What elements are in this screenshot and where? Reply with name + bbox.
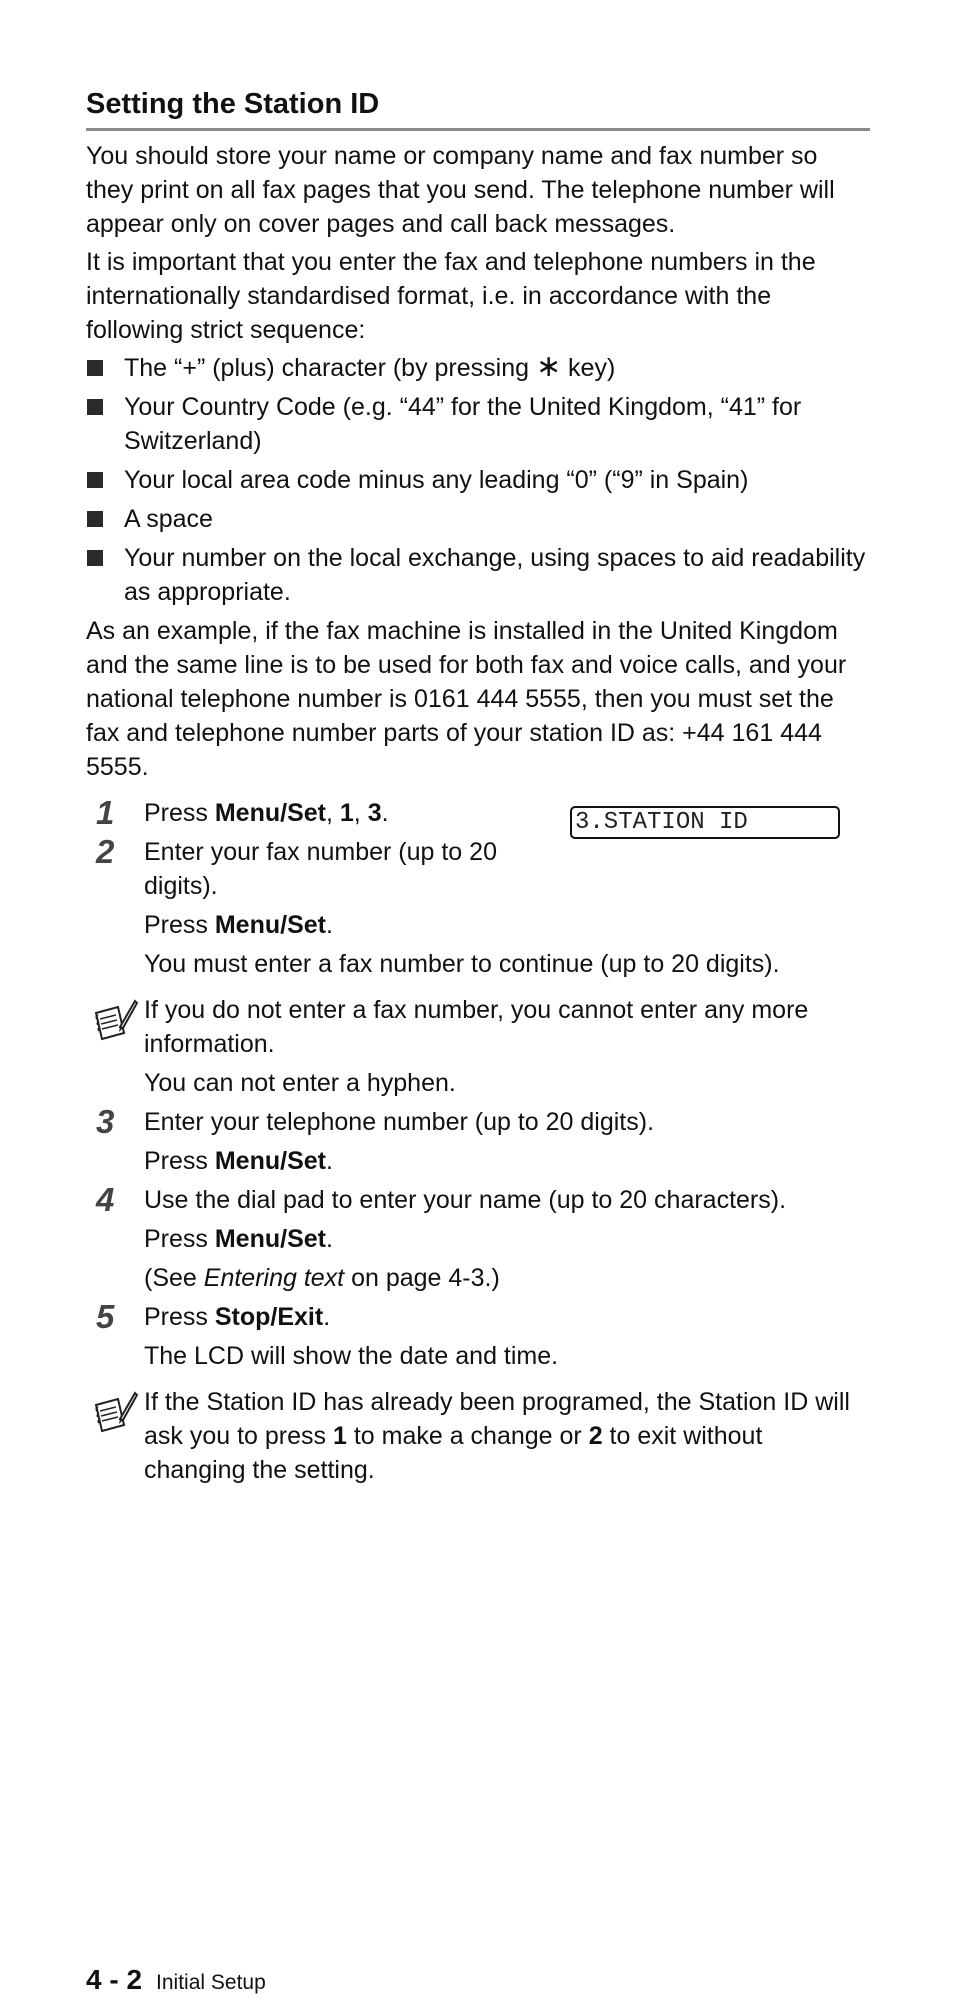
key-name: 1 — [332, 1422, 347, 1450]
list-item — [86, 541, 870, 609]
step-line: Enter your telephone number (up to 20 digits). — [144, 1108, 655, 1136]
page-number: 4 - 2 — [86, 1964, 143, 1995]
list-item — [86, 390, 870, 458]
step-line — [144, 1222, 870, 1256]
step-line: Use the dial pad to enter your name (up to 20 characters). — [144, 1186, 787, 1214]
key-name: Menu/Set — [214, 1225, 326, 1253]
step-text: . — [325, 1147, 333, 1175]
note-line: You can not enter a hyphen. — [144, 1069, 456, 1097]
step-number: 4 — [96, 1181, 115, 1218]
list-item — [86, 502, 870, 536]
step-text: (See — [144, 1264, 204, 1292]
key-name: Menu/Set — [214, 799, 326, 827]
key-name: 1 — [339, 799, 354, 827]
chapter-name: Initial Setup — [156, 1971, 266, 1994]
step-number: 3 — [96, 1103, 115, 1140]
lcd-display: 3.STATION ID — [570, 806, 840, 839]
note-pad-pencil-icon — [90, 997, 138, 1045]
bullet-text-post: key) — [561, 354, 616, 382]
step-text: . — [325, 1225, 333, 1253]
bullet-text: Your number on the local exchange, using spaces to aid readability as appropriate. — [124, 544, 866, 606]
bullet-text: A space — [124, 505, 213, 533]
step-line: The LCD will show the date and time. — [144, 1342, 559, 1370]
step-text: , — [325, 799, 340, 827]
step-text: Press — [144, 911, 215, 939]
format-sequence-list — [86, 351, 870, 609]
bullet-text: Your Country Code (e.g. “44” for the United Kingdom, “41” for Switzerland) — [124, 393, 802, 455]
step-number: 1 — [96, 794, 115, 831]
step-line — [144, 1144, 870, 1178]
square-bullet-icon — [87, 360, 103, 376]
procedure-steps — [86, 796, 870, 1487]
list-item — [86, 463, 870, 497]
step-4 — [86, 1183, 870, 1295]
step-text: Press — [144, 799, 215, 827]
square-bullet-icon — [87, 472, 103, 488]
square-bullet-icon — [87, 511, 103, 527]
step-2 — [86, 835, 870, 981]
bullet-text: Your local area code minus any leading “0” (“9” in Spain) — [124, 466, 749, 494]
list-item — [86, 351, 870, 385]
note-box — [86, 1385, 870, 1487]
cross-reference: Entering text — [203, 1264, 345, 1292]
step-3 — [86, 1105, 870, 1178]
step-text: . — [325, 911, 333, 939]
step-line — [144, 796, 870, 830]
manual-page — [86, 84, 870, 1487]
step-number: 2 — [96, 833, 115, 870]
page-footer — [86, 1965, 266, 1998]
note-text: to exit without changing the setting. — [144, 1422, 763, 1484]
step-text: Press — [144, 1147, 215, 1175]
note-pad-pencil-icon — [90, 1389, 138, 1437]
step-line — [144, 1261, 870, 1295]
step-5 — [86, 1300, 870, 1373]
note-text: to make a change or — [346, 1422, 589, 1450]
section-title: Setting the Station ID — [86, 84, 870, 131]
square-bullet-icon — [87, 399, 103, 415]
key-name: 3 — [367, 799, 382, 827]
example-paragraph: As an example, if the fax machine is installed in the United Kingdom and the same line is to be used for both fax and voice calls, and your national telephone number is 0161 444 5555, then you must set the fax and telephone number parts of your station ID as: +44 161 444 5555. — [86, 617, 847, 781]
key-name: 2 — [588, 1422, 603, 1450]
key-name: Menu/Set — [214, 911, 326, 939]
step-line — [144, 1300, 870, 1334]
note-text: If the Station ID has already been programed, the Station ID will ask you to press — [144, 1388, 850, 1450]
step-text: Press — [144, 1303, 215, 1331]
step-number: 5 — [96, 1298, 115, 1335]
step-line: Enter your fax number (up to 20 digits). — [144, 838, 497, 900]
format-paragraph: It is important that you enter the fax and telephone numbers in the internationally standardised format, i.e. in accordance with the following strict sequence: — [86, 248, 816, 344]
step-line — [144, 908, 870, 942]
star-key-icon: ∗ — [535, 350, 562, 383]
square-bullet-icon — [87, 550, 103, 566]
step-text: . — [323, 1303, 331, 1331]
key-name: Menu/Set — [214, 1147, 326, 1175]
step-text: . — [381, 799, 389, 827]
key-name: Stop/Exit — [214, 1303, 324, 1331]
step-text: on page 4-3.) — [344, 1264, 500, 1292]
step-1 — [86, 796, 870, 830]
bullet-text-pre: The “+” (plus) character (by pressing — [124, 354, 536, 382]
note-box — [86, 993, 870, 1100]
note-line: If you do not enter a fax number, you cannot enter any more information. — [144, 996, 809, 1058]
step-line: You must enter a fax number to continue (up to 20 digits). — [144, 950, 780, 978]
intro-paragraph: You should store your name or company name and fax number so they print on all fax pages that you send. The telephone number will appear only on cover pages and call back messages. — [86, 142, 835, 238]
step-text: Press — [144, 1225, 215, 1253]
step-text: , — [353, 799, 368, 827]
note-line — [144, 1385, 870, 1487]
